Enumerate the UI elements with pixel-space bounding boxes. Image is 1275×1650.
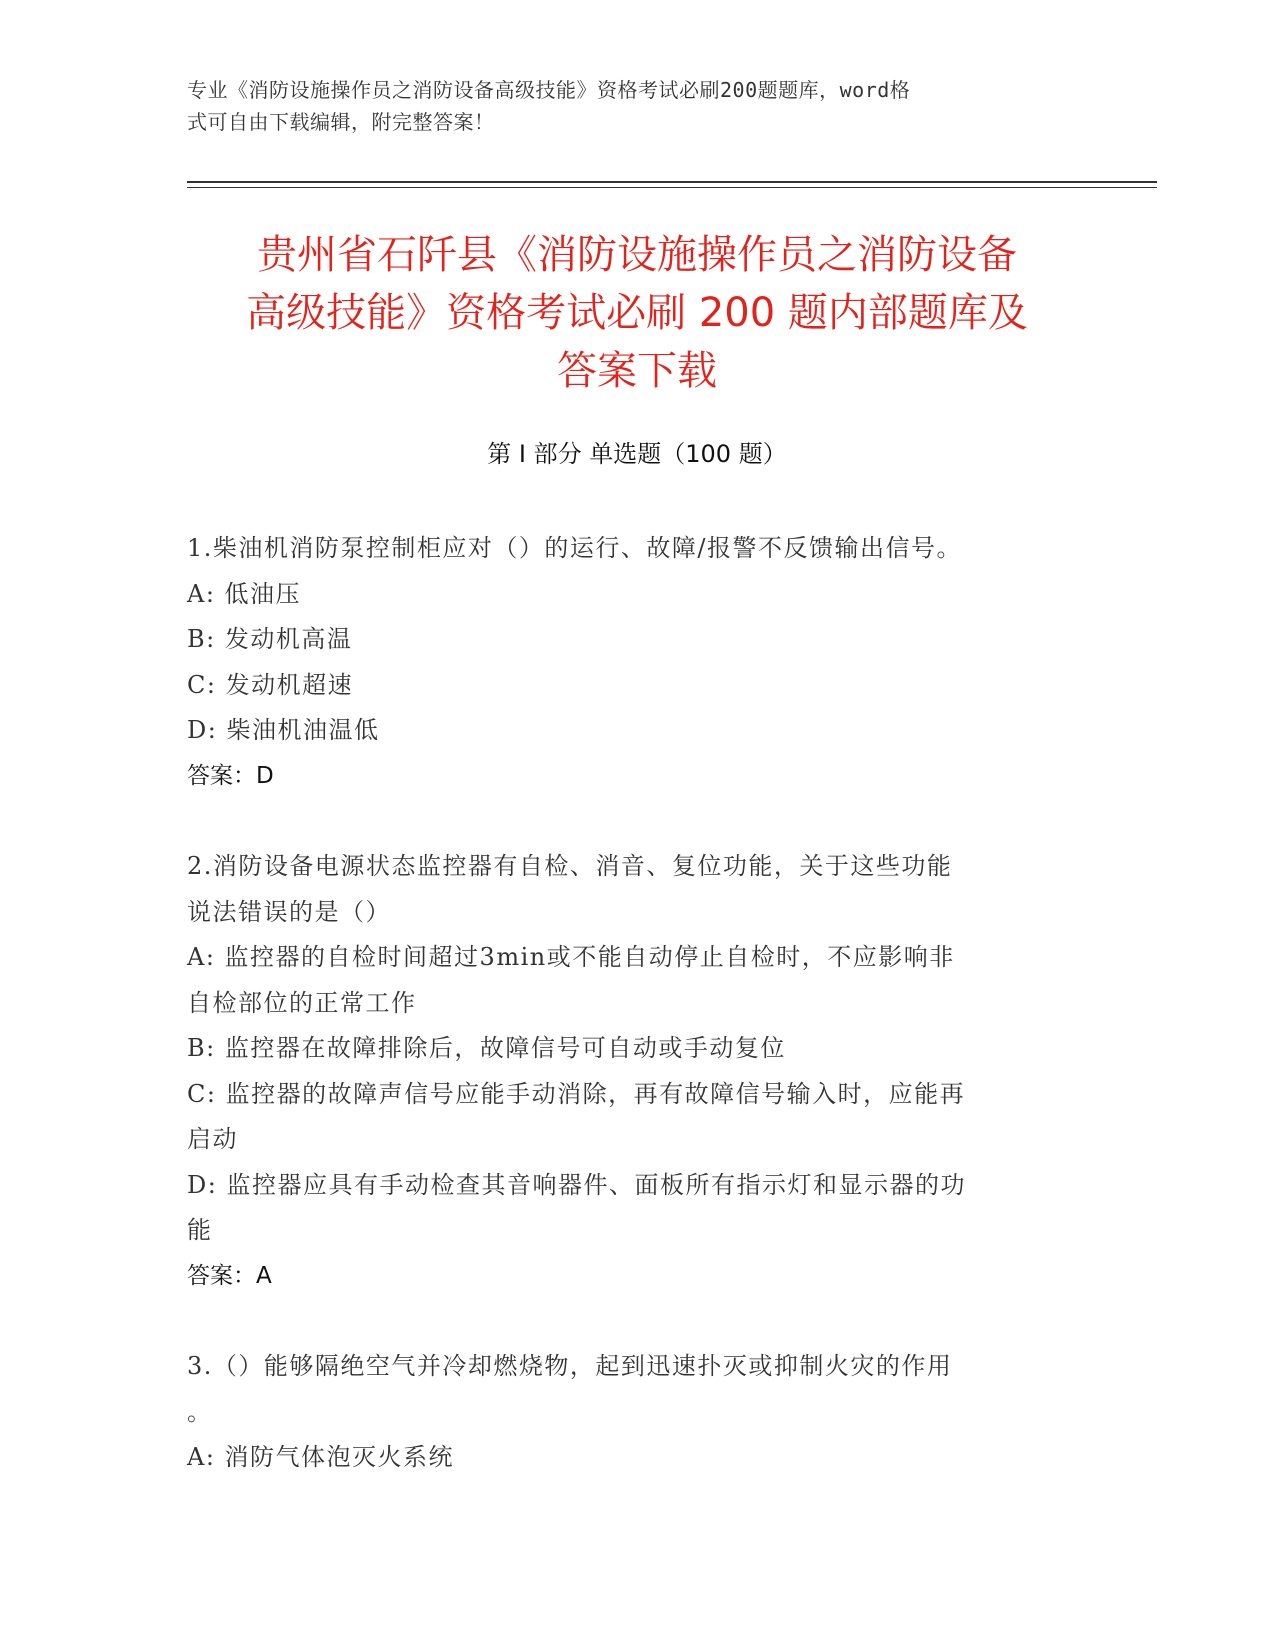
title-line: 高级技能》资格考试必刷 200 题内部题库及 (246, 290, 1028, 336)
question-list (187, 526, 1087, 1481)
question-stem: 3.（）能够隔绝空气并冷却燃烧物，起到迅速扑灭或抑制火灾的作用 (187, 1352, 953, 1380)
question-stem: 1.柴油机消防泵控制柜应对（）的运行、故障/报警不反馈输出信号。 (187, 534, 962, 562)
question-stem: 。 (187, 1397, 213, 1426)
header-divider-thin (187, 187, 1157, 188)
question-option-a: 自检部位的正常工作 (187, 988, 417, 1017)
question-option-c: C: 监控器的故障声信号应能手动消除，再有故障信号输入时，应能再 (187, 1079, 966, 1108)
question-option-b: B: 发动机高温 (187, 625, 353, 653)
question-stem: 2.消防设备电源状态监控器有自检、消音、复位功能，关于这些功能 (187, 852, 953, 880)
question-option-a: A: 消防气体泡灭火系统 (187, 1443, 455, 1471)
question-option-d: 能 (187, 1216, 213, 1244)
header-divider-thick (187, 181, 1157, 183)
question-option-a: A: 低油压 (187, 579, 302, 608)
question-option-a: A: 监控器的自检时间超过3min或不能自动停止自检时，不应影响非 (187, 943, 955, 971)
document-title (187, 226, 1087, 400)
header-note-line: 专业《消防设施操作员之消防设备高级技能》资格考试必刷200题题库，word格 (187, 78, 911, 102)
question-stem: 说法错误的是（） (187, 897, 391, 926)
header-note (187, 74, 1067, 138)
question-option-c: C: 发动机超速 (187, 670, 354, 699)
question-option-d: D: 监控器应具有手动检查其音响器件、面板所有指示灯和显示器的功 (187, 1170, 966, 1199)
question-item (187, 844, 1087, 1299)
title-line: 贵州省石阡县《消防设施操作员之消防设备 (257, 232, 1017, 278)
question-option-d: D: 柴油机油温低 (187, 716, 380, 744)
section-heading: 第 I 部分 单选题（100 题） (487, 440, 787, 468)
question-option-c: 启动 (187, 1125, 238, 1153)
question-option-b: B: 监控器在故障排除后，故障信号可自动或手动复位 (187, 1034, 786, 1062)
question-spacer (187, 1299, 1087, 1344)
question-answer: 答案：D (187, 762, 274, 789)
question-item (187, 526, 1087, 799)
title-line: 答案下载 (557, 348, 717, 394)
question-spacer (187, 799, 1087, 844)
question-item (187, 1344, 1087, 1481)
header-note-line: 式可自由下载编辑，附完整答案！ (187, 110, 495, 134)
question-answer: 答案：A (187, 1262, 272, 1289)
